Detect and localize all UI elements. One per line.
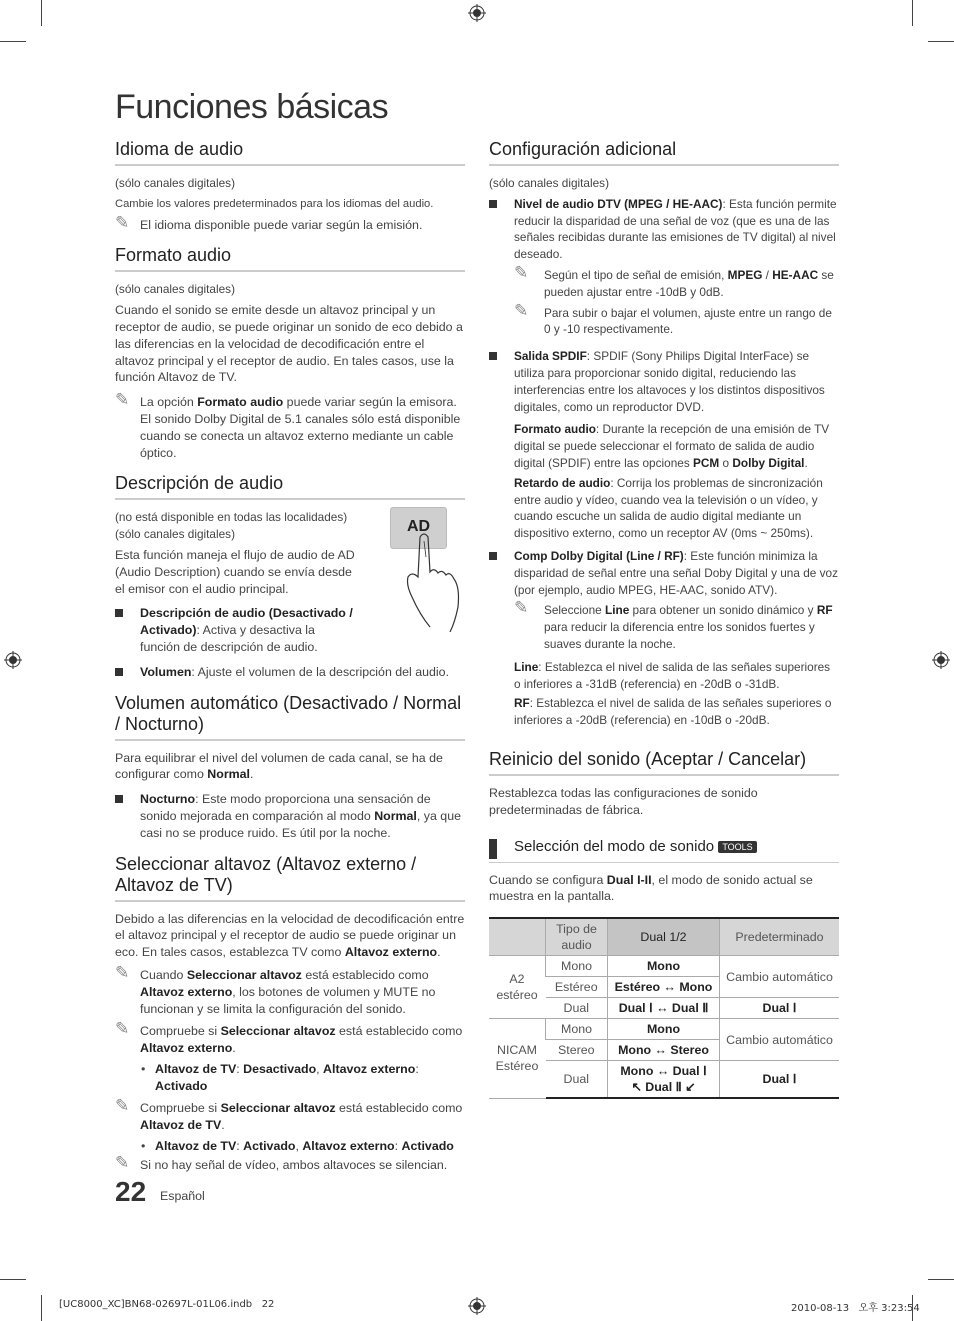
left-column (115, 139, 465, 1178)
registration-mark-icon (4, 651, 22, 669)
table-cell: Dual (546, 1061, 608, 1099)
page-title: Funciones básicas (115, 88, 389, 126)
altavoz-note4: ✎ Si no hay señal de vídeo, ambos altavoces se silencian. (115, 1152, 448, 1172)
registration-mark-icon (468, 4, 486, 22)
altavoz-body: Debido a las diferencias en la velocidad de decodificación entre el altavoz principal y el receptor de audio se puede originar un eco. En tales casos, establezca TV como Altavoz externo. (115, 911, 465, 960)
reinicio-body: Restablezca todas las configuraciones de sonido predeterminadas de fábrica. (489, 785, 758, 817)
section-heading-modo: Selección del modo de sonido TOOLS (489, 837, 839, 863)
config-line1: (sólo canales digitales) (489, 176, 609, 190)
section-heading-volumen: Volumen automático (Desactivado / Normal / Nocturno) (115, 693, 465, 741)
remote-ad-illustration (390, 507, 470, 632)
table-cell: Stereo (546, 1040, 608, 1061)
note-pencil-icon: ✎ (514, 598, 529, 618)
crop-mark (41, 0, 42, 26)
table-header-cell (489, 918, 546, 956)
table-header-cell: Tipo de audio (546, 918, 608, 956)
crop-mark (912, 0, 913, 26)
note-pencil-icon: ✎ (514, 262, 529, 282)
note-pencil-icon: ✎ (115, 1019, 130, 1039)
note-pencil-icon: ✎ (115, 390, 130, 410)
altavoz-dot2: • Altavoz de TV: Activado, Altavoz externo: Activado (141, 1139, 454, 1154)
table-cell: NICAM Estéreo (489, 1019, 546, 1099)
table-header-cell: Dual 1/2 (608, 918, 720, 956)
registration-mark-icon (468, 1297, 486, 1315)
table-cell: Mono (546, 1019, 608, 1040)
config-b2-sub1: Formato audio: Durante la recepción de una emisión de TV digital se puede seleccionar el formato de salida de audio digital (SPDIF) entre las opciones PCM o Dolby Digital. (514, 422, 830, 470)
note-pencil-icon: ✎ (514, 300, 529, 320)
crop-mark (0, 1279, 26, 1280)
table-cell: Cambio automático (720, 1019, 840, 1061)
table-cell: Mono ↔ Stereo (608, 1040, 720, 1061)
note-pencil-icon: ✎ (115, 1152, 130, 1172)
config-b2-sub2: Retardo de audio: Corrija los problemas de sincronización entre audio y vídeo, cuando vea la televisión o un vídeo, y cuando escuche un salida de audio digital mediante un dispositivo externo, como un receptor AV (0ms ~ 250ms). (514, 475, 823, 541)
page-language: Español (160, 1189, 205, 1203)
tools-icon: TOOLS (718, 841, 756, 853)
config-b3-line: Line: Establezca el nivel de salida de las señales superiores o inferiores a -31dB (referencia) en -20dB o -31dB. (514, 659, 831, 691)
config-bullet3: Comp Dolby Digital (Line / RF): Este función minimiza la disparidad de señal entre una señal Doby Digital y una de voz (por ejemplo, audio MPEG, HE-AAC, sonido ATV). (489, 548, 839, 598)
hand-pointer-icon (400, 527, 470, 632)
descripcion-line1: (no está disponible en todas las localidades) (sólo canales digitales) (115, 510, 348, 542)
config-bullet2: Salida SPDIF: SPDIF (Sony Philips Digital InterFace) se utiliza para proporcionar sonido digital, reduciendo las interferencias entre los altavoces y los distintos dispositivos digitales, como un reproductor DVD. (489, 348, 839, 415)
table-row (489, 1019, 839, 1040)
volumen-bullet: Nocturno: Este modo proporciona una sensación de sonido mejorada en comparación al modo Normal, ya que casi no se produce ruido. Es útil por la noche. (115, 791, 465, 841)
descripcion-body: Esta función maneja el flujo de audio de AD (Audio Description) cuando se envía desde el emisor con el audio principal. (115, 547, 355, 596)
formato-body: Cuando el sonido se emite desde un altavoz principal y un receptor de audio, se puede originar un sonido de eco debido a las diferencias en la velocidad de decodificación entre el altavoz principal y el receptor de audio. En tales casos, use la función Altavoz de TV. (115, 303, 463, 385)
table-header-row (489, 918, 839, 956)
right-column (489, 139, 839, 1099)
table-cell: Mono (608, 1019, 720, 1040)
config-b1-note2: ✎ Para subir o bajar el volumen, ajuste entre un rango de 0 y -10 respectivamente. (514, 300, 832, 337)
section-heading-idioma: Idioma de audio (115, 139, 465, 166)
idioma-line1: (sólo canales digitales) (115, 176, 235, 190)
note-pencil-icon: ✎ (115, 962, 130, 982)
idioma-line2: Cambie los valores predeterminados para los idiomas del audio. (115, 197, 434, 210)
modo-body: Cuando se configura Dual I-II, el modo de sonido actual se muestra en la pantalla. (489, 872, 813, 904)
table-row (489, 956, 839, 977)
section-heading-descripcion: Descripción de audio (115, 473, 465, 500)
descripcion-bullet1: Descripción de audio (Desactivado / Activado): Activa y desactiva la función de descripción de audio. (115, 605, 355, 655)
formato-line1: (sólo canales digitales) (115, 282, 235, 297)
page-number: 22 (115, 1176, 147, 1207)
config-b3-note: ✎ Seleccione Line para obtener un sonido dinámico y RF para reducir la diferencia entre los sonidos fuertes y suaves durante la noche. (514, 598, 833, 651)
table-cell: Estéreo ↔ Mono (608, 977, 720, 998)
footer-date: 2010-08-13 오후 3:23:54 (791, 1303, 920, 1314)
footer-file: [UC8000_XC]BN68-02697L-01L06.indb 22 (59, 1299, 275, 1310)
altavoz-dot1: • Altavoz de TV: Desactivado, Altavoz externo: Activado (141, 1061, 419, 1093)
table-cell: A2 estéreo (489, 956, 546, 1019)
sound-mode-table (489, 917, 839, 1099)
table-cell: Cambio automático (720, 956, 840, 998)
formato-note: ✎ La opción Formato audio puede variar según la emisora. El sonido Dolby Digital de 5.1 canales sólo está disponible cuando se conecta un altavoz externo mediante un cable óptico. (115, 390, 461, 460)
config-bullet1: Nivel de audio DTV (MPEG / HE-AAC): Esta función permite reducir la disparidad de una señal de voz (que es una de las señales recibidas durante las emisiones de TV digital) al nivel deseado. (489, 196, 839, 263)
table-cell: Mono (608, 956, 720, 977)
table-cell: Dual Ⅰ (720, 1061, 840, 1099)
table-cell: Mono (546, 956, 608, 977)
descripcion-bullet2: Volumen: Ajuste el volumen de la descripción del audio. (115, 664, 465, 681)
table-header-cell: Predeterminado (720, 918, 840, 956)
section-heading-config: Configuración adicional (489, 139, 839, 166)
altavoz-note2: ✎ Compruebe si Seleccionar altavoz está establecido como Altavoz externo. (115, 1019, 463, 1056)
table-cell: Dual Ⅰ (720, 998, 840, 1019)
table-cell: Estéreo (546, 977, 608, 998)
altavoz-note3: ✎ Compruebe si Seleccionar altavoz está establecido como Altavoz de TV. (115, 1096, 463, 1133)
config-b1-note1: ✎ Según el tipo de señal de emisión, MPEG / HE-AAC se pueden ajustar entre -10dB y 0dB. (514, 262, 834, 299)
registration-mark-icon (932, 651, 950, 669)
config-b3-rf: RF: Establezca el nivel de salida de las señales superiores o inferiores a -20dB (referencia) en -10dB o -20dB. (514, 696, 832, 728)
section-heading-altavoz: Seleccionar altavoz (Altavoz externo / Altavoz de TV) (115, 854, 465, 902)
crop-mark (928, 1279, 954, 1280)
crop-mark (0, 41, 26, 42)
descripcion-block (115, 509, 465, 655)
volumen-body: Para equilibrar el nivel del volumen de cada canal, se ha de configurar como Normal. (115, 750, 443, 782)
table-cell: Mono ↔ Dual Ⅰ ↖ Dual Ⅱ ↙ (608, 1061, 720, 1099)
section-heading-reinicio: Reinicio del sonido (Aceptar / Cancelar) (489, 749, 839, 776)
idioma-note: ✎ El idioma disponible puede variar según la emisión. (115, 212, 423, 232)
section-heading-formato: Formato audio (115, 245, 465, 272)
table-cell: Dual (546, 998, 608, 1019)
ad-button: AD (390, 507, 447, 549)
note-pencil-icon: ✎ (115, 212, 130, 232)
crop-mark (41, 1295, 42, 1321)
table-cell: Dual Ⅰ ↔ Dual Ⅱ (608, 998, 720, 1019)
crop-mark (928, 41, 954, 42)
altavoz-note1: ✎ Cuando Seleccionar altavoz está establecido como Altavoz externo, los botones de volumen y MUTE no funcionan y se limita la configuración del sonido. (115, 962, 436, 1016)
note-pencil-icon: ✎ (115, 1096, 130, 1116)
